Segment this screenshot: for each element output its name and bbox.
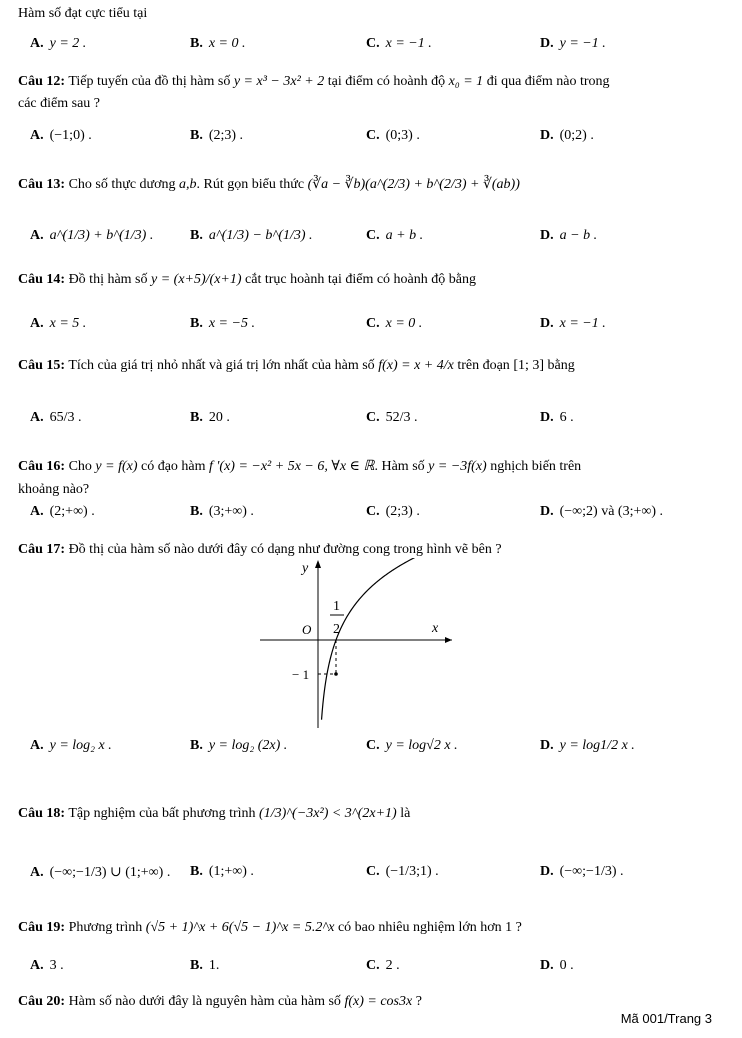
question-number: Câu 20: — [18, 994, 66, 1009]
question-19: Câu 19: Phương trình (√5 + 1)^x + 6(√5 − 1)^x = 5.2^x có bao nhiêu nghiệm lớn hơn 1 ? — [18, 920, 522, 935]
y-axis-label: y — [302, 561, 309, 576]
option-b[interactable]: B. a^(1/3) − b^(1/3) . — [190, 228, 313, 243]
option-a[interactable]: A. (−1;0) . — [30, 128, 92, 143]
option-b[interactable]: B. (2;3) . — [190, 128, 244, 143]
option-a[interactable]: A. (−∞;−1/3) ∪ (1;+∞) . — [30, 865, 171, 880]
option-a[interactable]: A. (2;+∞) . — [30, 504, 95, 519]
option-c[interactable]: C. (2;3) . — [366, 504, 420, 519]
q16-options — [30, 504, 720, 528]
option-d[interactable]: D. a − b . — [540, 228, 598, 243]
question-number: Câu 18: — [18, 806, 66, 821]
option-a[interactable]: A. 3 . — [30, 958, 64, 973]
option-b[interactable]: B. x = 0 . — [190, 36, 246, 51]
question-17: Câu 17: Đồ thị của hàm số nào dưới đây có dạng như đường cong trong hình vẽ bên ? — [18, 542, 502, 557]
option-c[interactable]: C. x = −1 . — [366, 36, 432, 51]
option-d[interactable]: D. 6 . — [540, 410, 574, 425]
question-16: Câu 16: Cho y = f(x) có đạo hàm f '(x) = −x² + 5x − 6, ∀x ∈ ℝ. Hàm số y = −3f(x) nghịch biến trên — [18, 459, 582, 474]
question-16-cont: khoảng nào? — [18, 482, 90, 497]
option-d[interactable]: D. x = −1 . — [540, 316, 606, 331]
option-a[interactable]: A. y = log₂ x . — [30, 738, 112, 753]
intro-text: Hàm số đạt cực tiểu tại — [18, 6, 148, 21]
intro-options — [30, 36, 720, 60]
q19-options — [30, 958, 720, 982]
question-number: Câu 16: — [18, 459, 66, 474]
question-number: Câu 15: — [18, 358, 66, 373]
formula: y = x³ − 3x² + 2 — [233, 74, 325, 89]
half-numerator: 1 — [333, 599, 340, 614]
question-15: Câu 15: Tích của giá trị nhỏ nhất và giá trị lớn nhất của hàm số f(x) = x + 4/x trên đoạn [1; 3] bằng — [18, 358, 575, 373]
option-b[interactable]: B. x = −5 . — [190, 316, 255, 331]
q12-options — [30, 128, 720, 152]
question-14: Câu 14: Đồ thị hàm số y = (x+5)/(x+1) cắt trục hoành tại điểm có hoành độ bằng — [18, 272, 476, 287]
function: f(x) = cos3x — [344, 994, 413, 1009]
option-d[interactable]: D. (−∞;2) và (3;+∞) . — [540, 504, 664, 519]
option-a[interactable]: A. a^(1/3) + b^(1/3) . — [30, 228, 154, 243]
y-axis-arrow — [315, 560, 321, 568]
x-axis-label: x — [432, 621, 439, 636]
minus-one-label: − 1 — [292, 667, 310, 682]
option-c[interactable]: C. (−1/3;1) . — [366, 864, 439, 879]
option-b[interactable]: B. (3;+∞) . — [190, 504, 254, 519]
point-half-minus-one — [334, 672, 338, 676]
option-b[interactable]: B. (1;+∞) . — [190, 864, 254, 879]
question-20: Câu 20: Hàm số nào dưới đây là nguyên hàm của hàm số f(x) = cos3x ? — [18, 994, 422, 1009]
option-a[interactable]: A. x = 5 . — [30, 316, 87, 331]
option-b[interactable]: B. y = log₂ (2x) . — [190, 738, 288, 753]
function: y = (x+5)/(x+1) — [151, 272, 242, 287]
option-c[interactable]: C. (0;3) . — [366, 128, 420, 143]
expression: (∛a − ∛b)(a^(2/3) + b^(2/3) + ∛(ab)) — [307, 177, 520, 192]
option-a[interactable]: A. 65/3 . — [30, 410, 82, 425]
question-number: Câu 13: — [18, 177, 66, 192]
x-axis-arrow — [445, 637, 452, 643]
page-footer: Mã 001/Trang 3 — [620, 1011, 712, 1026]
option-d[interactable]: D. 0 . — [540, 958, 574, 973]
option-b[interactable]: B. 20 . — [190, 410, 230, 425]
option-c[interactable]: C. 52/3 . — [366, 410, 418, 425]
half-denominator: 2 — [333, 622, 340, 637]
derivative: f '(x) = −x² + 5x − 6, ∀x ∈ ℝ — [209, 459, 375, 474]
option-c[interactable]: C. y = log√2 x . — [366, 738, 458, 753]
question-12-cont: các điểm sau ? — [18, 96, 101, 111]
question-number: Câu 19: — [18, 920, 66, 935]
question-number: Câu 14: — [18, 272, 66, 287]
option-d[interactable]: D. (−∞;−1/3) . — [540, 864, 624, 879]
option-c[interactable]: C. 2 . — [366, 958, 400, 973]
equation: (√5 + 1)^x + 6(√5 − 1)^x = 5.2^x — [145, 920, 335, 935]
inequality: (1/3)^(−3x²) < 3^(2x+1) — [259, 806, 397, 821]
q15-options — [30, 410, 720, 434]
log-curve — [322, 558, 452, 720]
origin-label: O — [302, 622, 312, 637]
option-b[interactable]: B. 1. — [190, 958, 220, 973]
intro-line — [18, 6, 724, 22]
function: f(x) = x + 4/x — [378, 358, 454, 373]
log-graph — [256, 558, 456, 730]
q14-options — [30, 316, 720, 340]
option-c[interactable]: C. a + b . — [366, 228, 424, 243]
option-a[interactable]: A. y = 2 . — [30, 36, 87, 51]
q18-options — [30, 864, 720, 888]
question-number: Câu 12: — [18, 74, 66, 89]
option-d[interactable]: D. (0;2) . — [540, 128, 594, 143]
question-12: Câu 12: Tiếp tuyến của đồ thị hàm số y = x³ − 3x² + 2 tại điểm có hoành độ x₀ = 1 đi qua điểm nào trong — [18, 74, 610, 89]
option-d[interactable]: D. y = log1/2 x . — [540, 738, 635, 753]
q17-options — [30, 738, 720, 762]
q13-options — [30, 228, 720, 252]
question-18: Câu 18: Tập nghiệm của bất phương trình (1/3)^(−3x²) < 3^(2x+1) là — [18, 806, 411, 821]
option-d[interactable]: D. y = −1 . — [540, 36, 606, 51]
question-number: Câu 17: — [18, 542, 66, 557]
option-c[interactable]: C. x = 0 . — [366, 316, 423, 331]
question-13: Câu 13: Cho số thực dương a,b. Rút gọn biểu thức (∛a − ∛b)(a^(2/3) + b^(2/3) + ∛(ab)) — [18, 177, 520, 192]
